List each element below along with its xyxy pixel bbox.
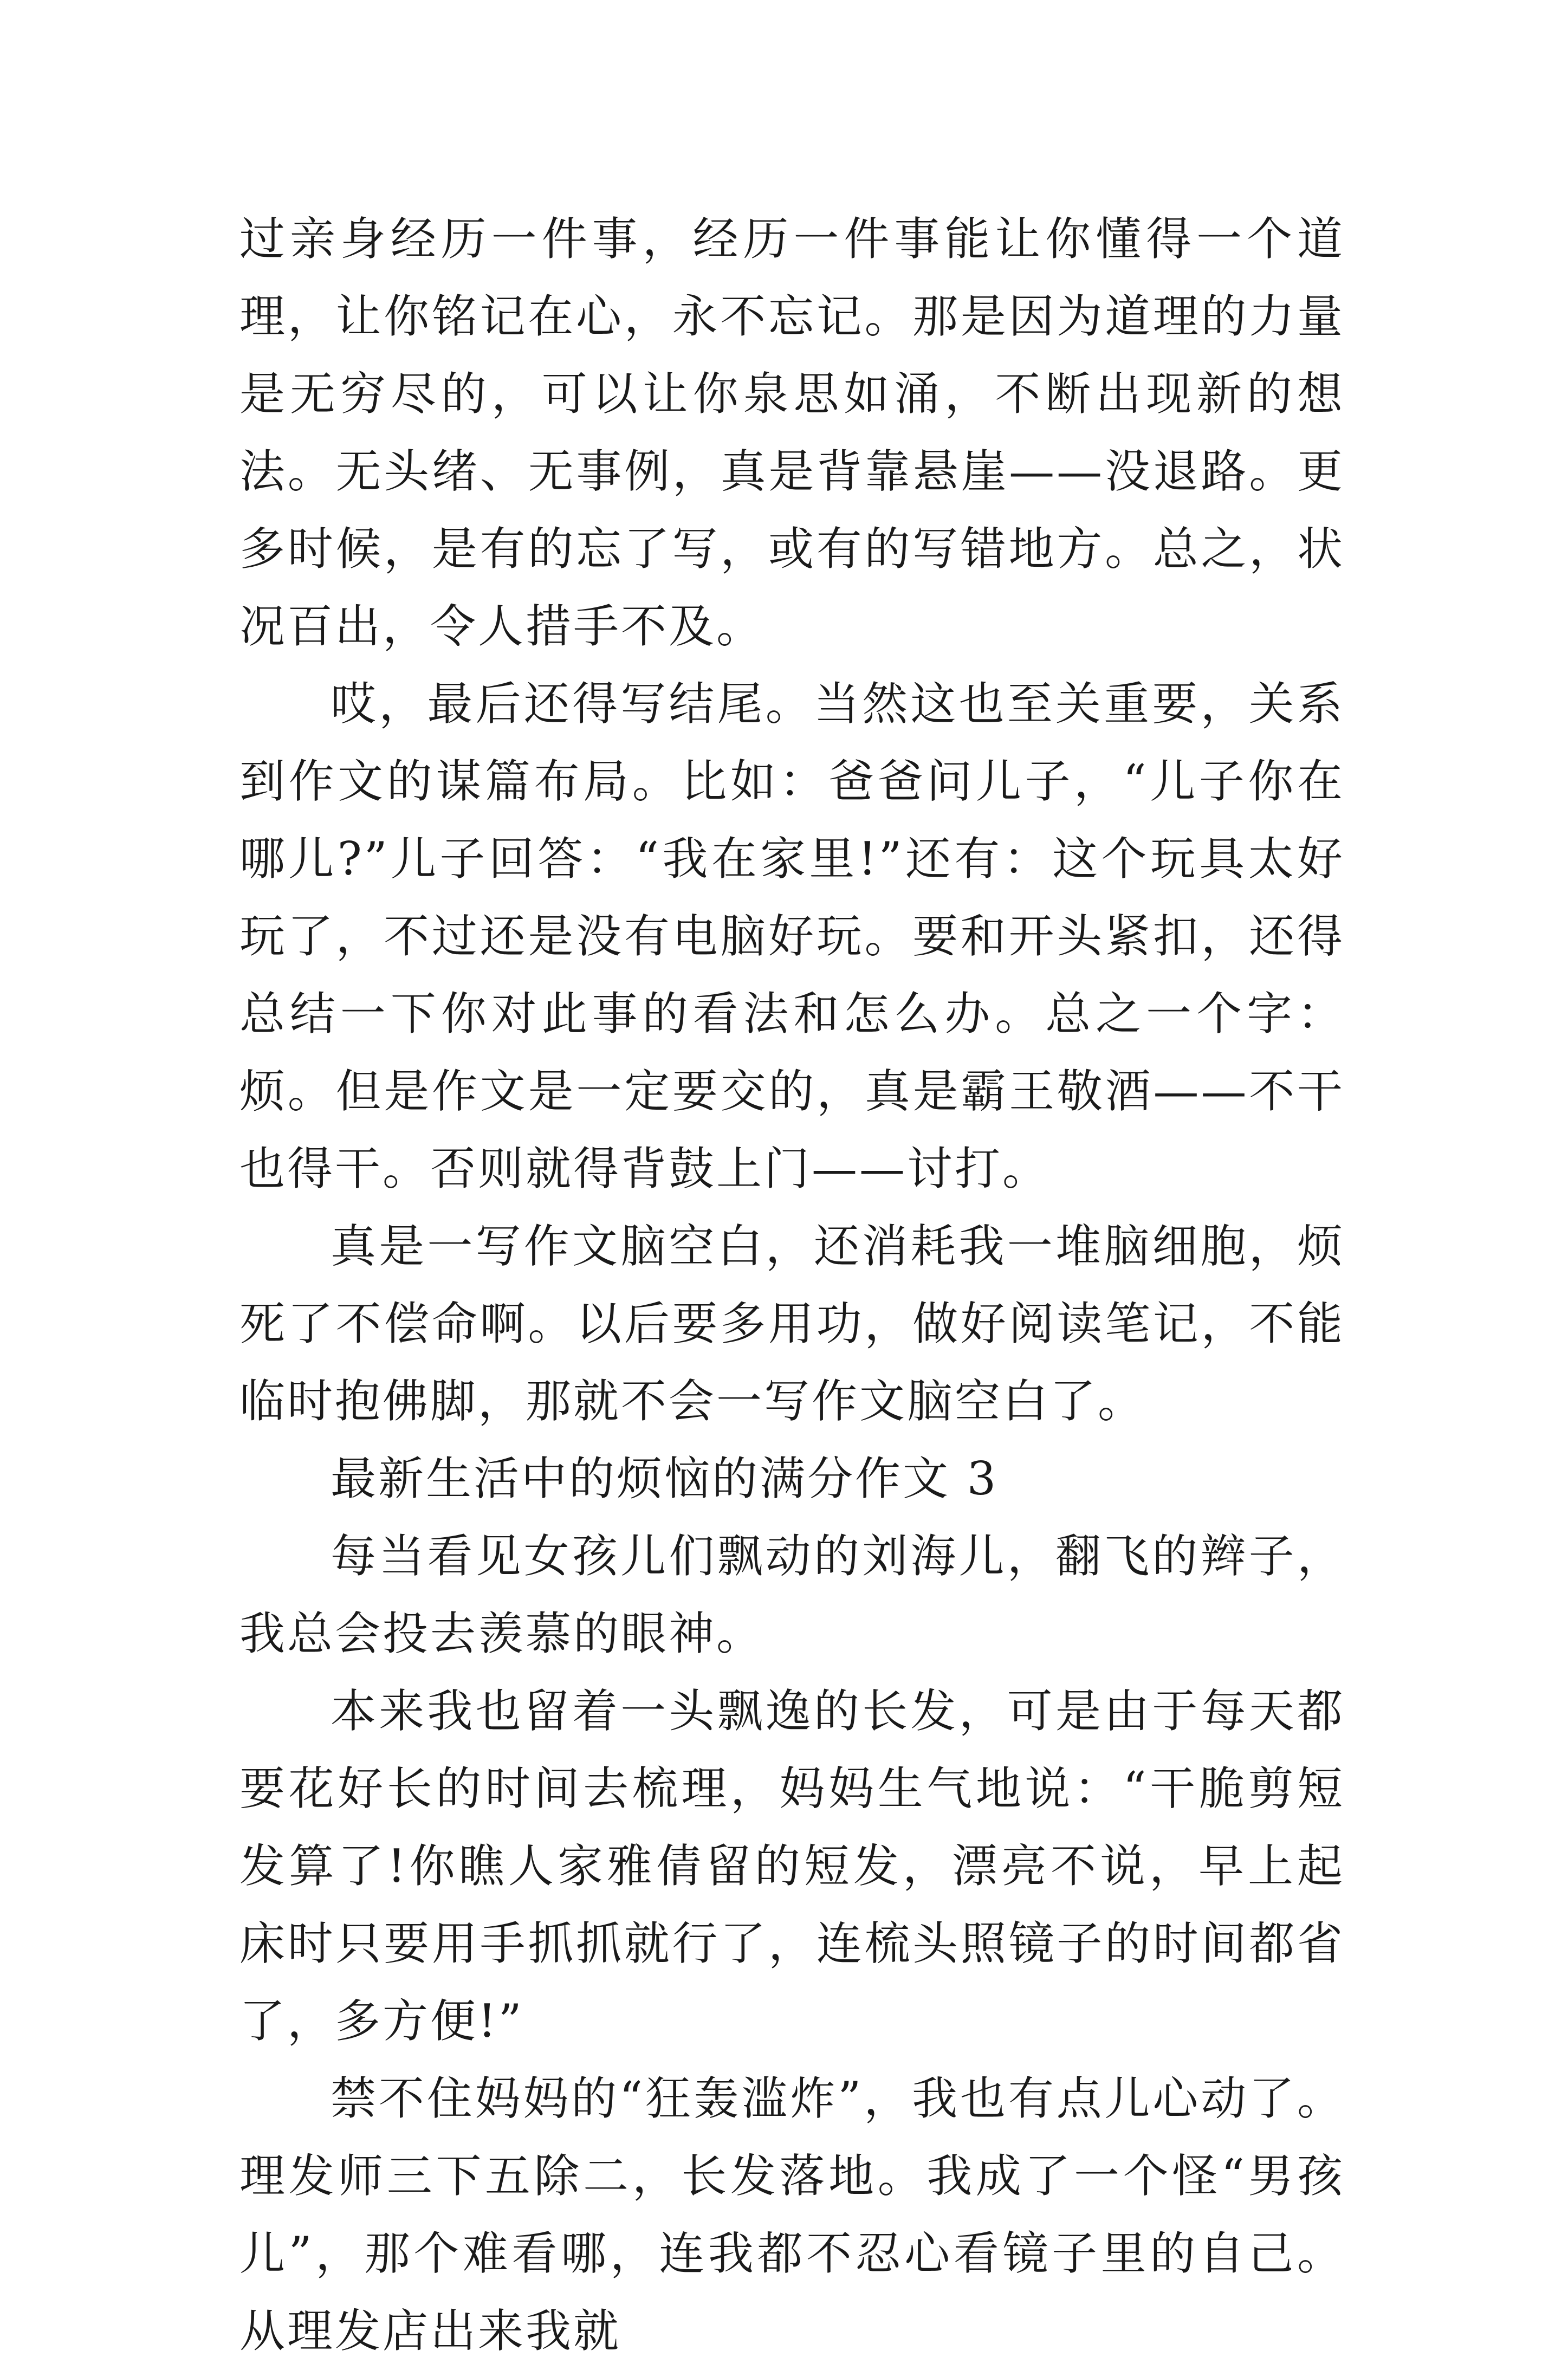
paragraph-conclusion: 真是一写作文脑空白，还消耗我一堆脑细胞，烦死了不偿命啊。以后要多用功，做好阅读笔记，不能临时抱佛脚，那就不会一写作文脑空白了。 [239,1220,1345,1428]
paragraph-ending: 哎，最后还得写结尾。当然这也至关重要，关系到作文的谋篇布局。比如：爸爸问儿子，“儿子你在哪儿?”儿子回答：“我在家里!”还有：这个玩具太好玩了，不过还是没有电脑好玩。要和开头紧扣，还得总结一下你对此事的看法和怎么办。总之一个字：烦。但是作文是一定要交的，真是霸王敬酒——不干也得干。否则就得背鼓上门——讨打。 [239,677,1345,1195]
paragraph-continuation: 过亲身经历一件事，经历一件事能让你懂得一个道理，让你铭记在心，永不忘记。那是因为道理的力量是无穷尽的，可以让你泉思如涌，不断出现新的想法。无头绪、无事例，真是背靠悬崖——没退路。更多时候，是有的忘了写，或有的写错地方。总之，状况百出，令人措手不及。 [239,212,1345,653]
paragraph-haircut: 禁不住妈妈的“狂轰滥炸”，我也有点儿心动了。理发师三下五除二，长发落地。我成了一个怪“男孩儿”，那个难看哪，连我都不忍心看镜子里的自己。从理发店出来我就 [239,2072,1345,2358]
paragraph-intro: 每当看见女孩儿们飘动的刘海儿，翻飞的辫子，我总会投去羡慕的眼神。 [239,1530,1345,1660]
essay-heading: 最新生活中的烦恼的满分作文 3 [331,1452,999,1505]
paragraph-long-hair: 本来我也留着一头飘逸的长发，可是由于每天都要花好长的时间去梳理，妈妈生气地说：“干脆剪短发算了!你瞧人家雅倩留的短发，漂亮不说，早上起床时只要用手抓抓就行了，连梳头照镜子的时间都省了，多方便!” [239,1685,1345,2048]
document-body [239,200,1345,2370]
